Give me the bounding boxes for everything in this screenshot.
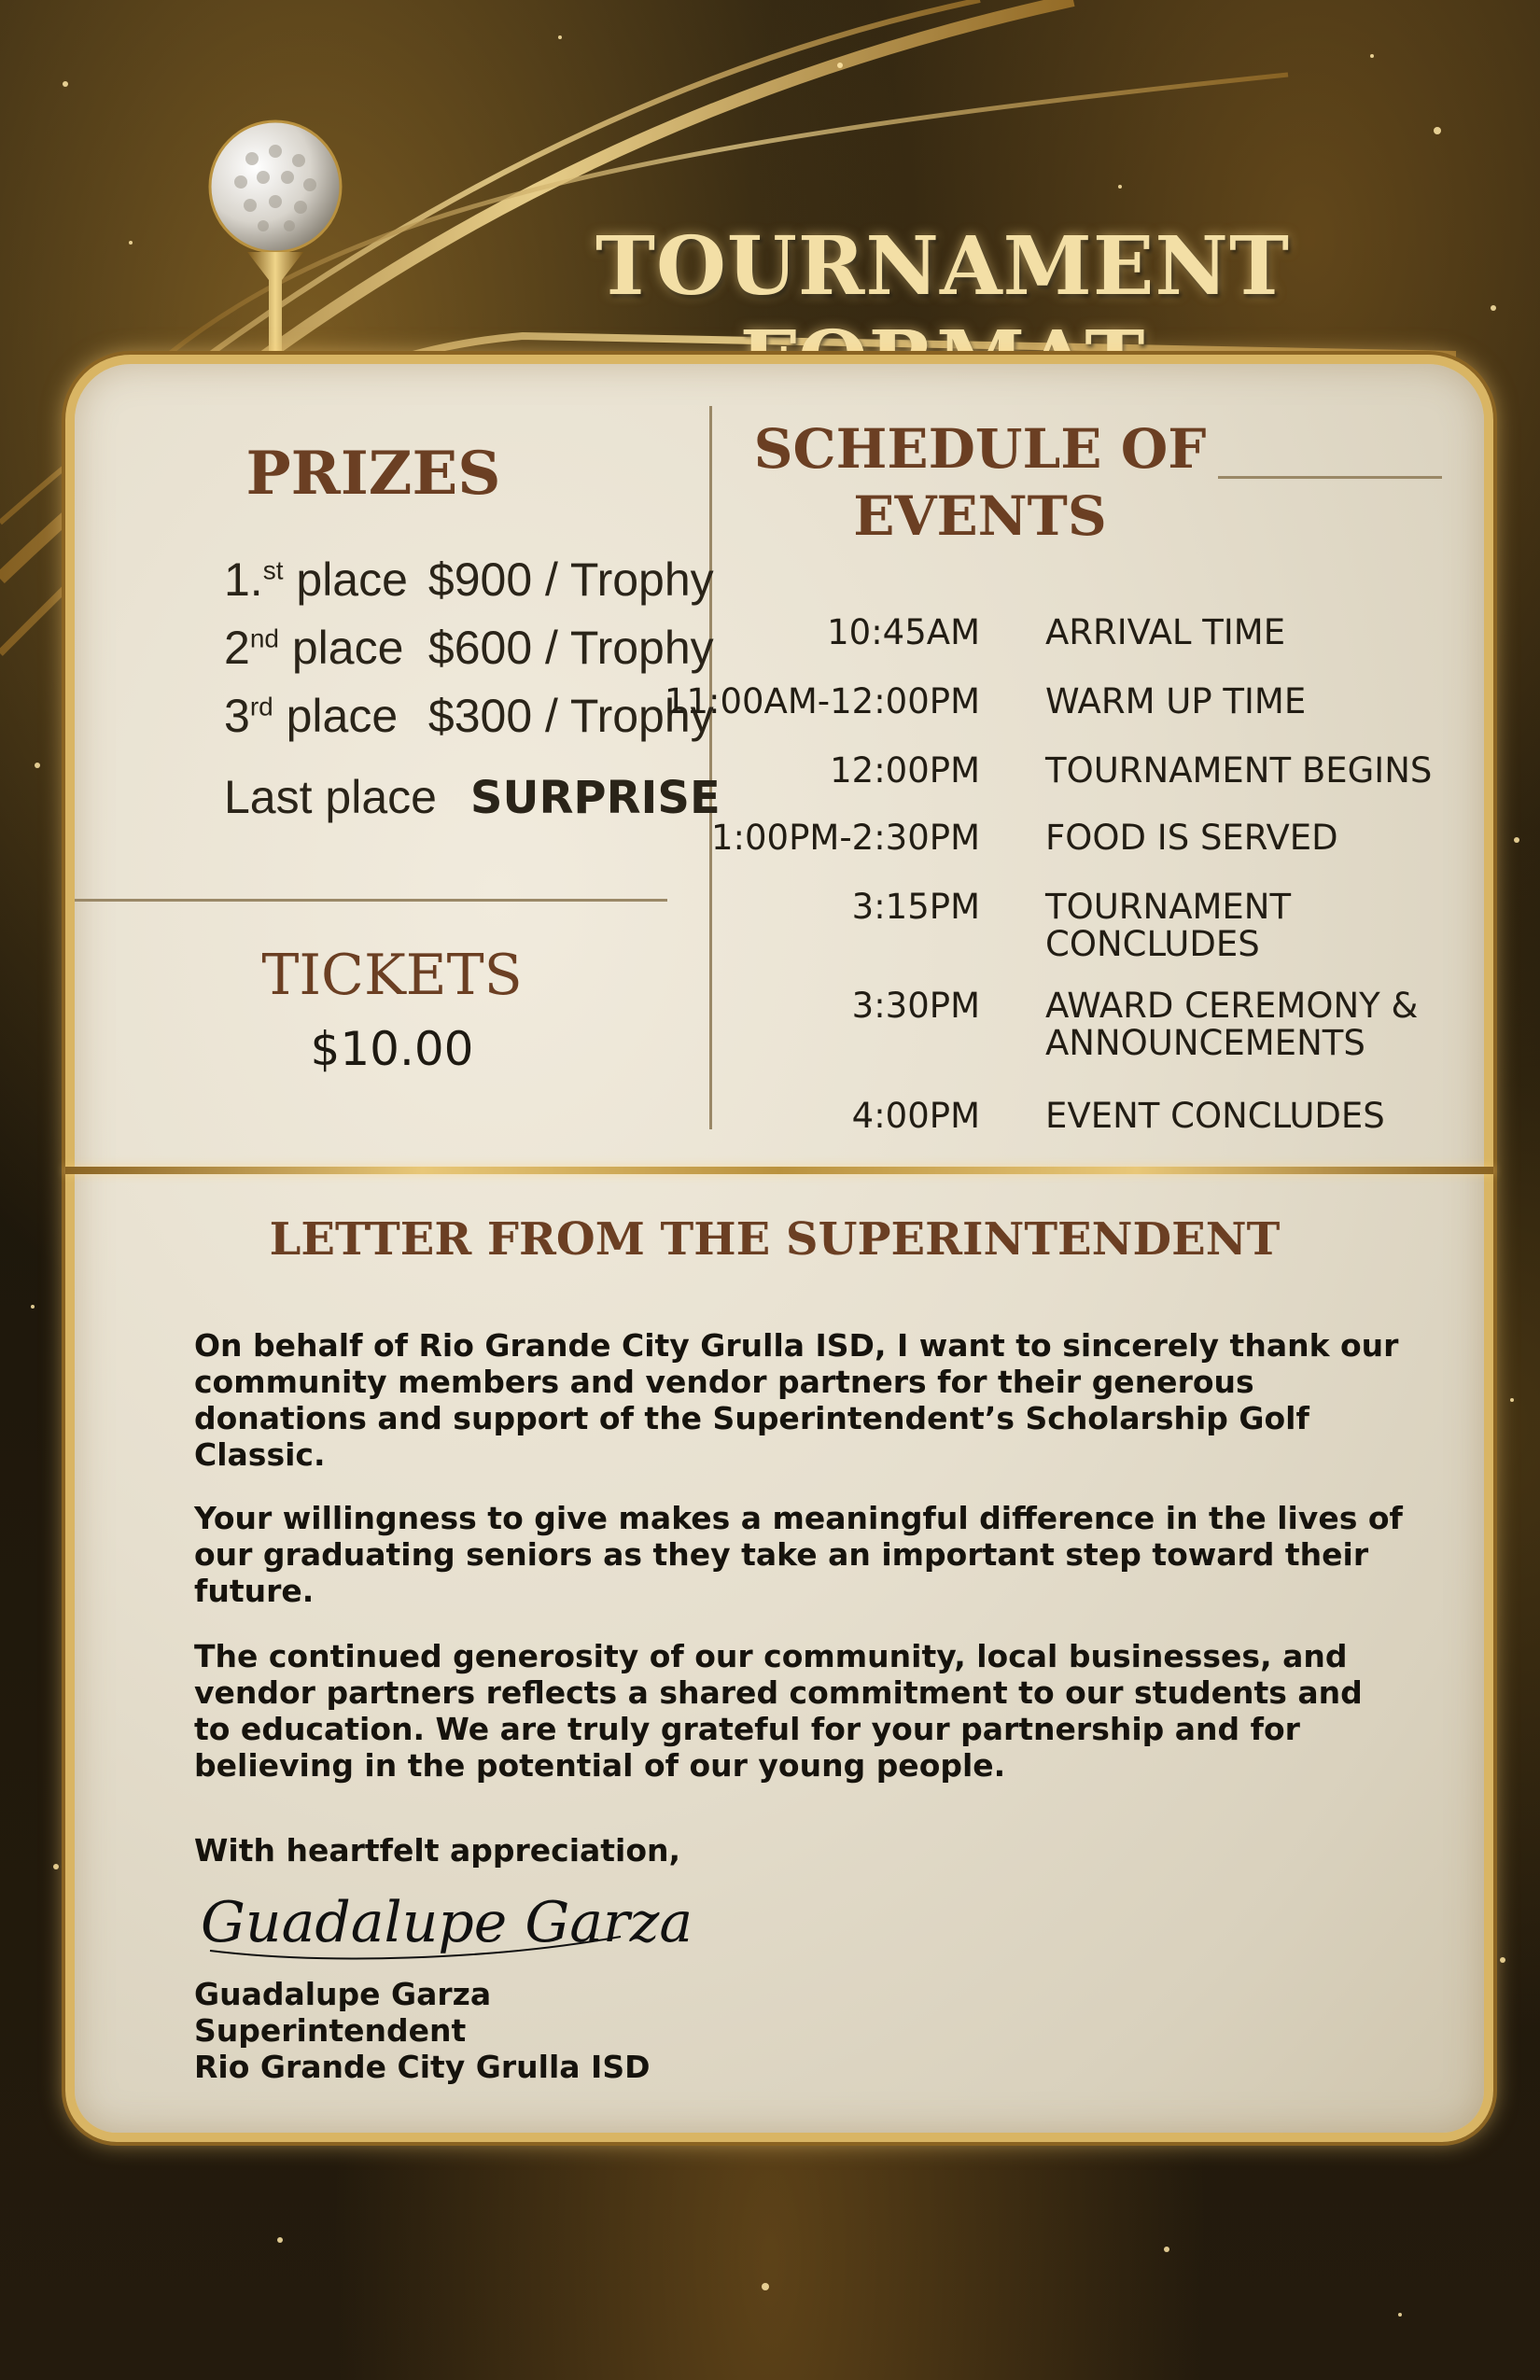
letter-paragraph: Your willingness to give makes a meaningful difference in the lives of our graduating seniors as they take an important step toward their future.	[194, 1500, 1403, 1609]
letter-closing: With heartfelt appreciation,	[194, 1832, 681, 1869]
prizes-heading: PRIZES	[245, 439, 501, 509]
signer-role: Superintendent	[194, 2012, 467, 2049]
page-title: TOURNAMENT	[595, 219, 1291, 314]
column-divider	[709, 406, 712, 1129]
prizes-divider	[75, 899, 667, 902]
event-description: TOURNAMENT CONCLUDES	[1045, 887, 1292, 964]
prize-ordinal-suffix: nd	[249, 623, 279, 653]
tickets-heading: TICKETS	[261, 943, 523, 1008]
schedule-heading-line1: SCHEDULE OF	[753, 417, 1207, 481]
prize-award-surprise: SURPRISE	[469, 772, 721, 824]
schedule-heading	[737, 415, 1223, 550]
golf-ball-icon	[196, 112, 355, 392]
event-time: 10:45AM	[827, 612, 980, 652]
event-description: WARM UP TIME	[1045, 681, 1307, 721]
schedule-heading-line2: EVENTS	[853, 484, 1107, 548]
event-time: 12:00PM	[830, 750, 980, 791]
event-description: TOURNAMENT BEGINS	[1045, 750, 1433, 791]
letter-paragraph: On behalf of Rio Grande City Grulla ISD, I want to sincerely thank our community members and vendor partners for their generous donations and support of the Superintendent’s Scholarship Golf Classic.	[194, 1327, 1399, 1473]
prize-row-first	[224, 553, 714, 607]
tickets-price: $10.00	[310, 1022, 474, 1076]
prize-award: $900 / Trophy	[427, 553, 714, 606]
event-time: 4:00PM	[851, 1096, 980, 1136]
prize-ordinal: 2	[224, 622, 250, 674]
event-description: EVENT CONCLUDES	[1045, 1096, 1385, 1136]
prize-award: $600 / Trophy	[427, 622, 714, 674]
prize-place-word: place	[291, 622, 404, 674]
signature-text: Guadalupe Garza	[201, 1890, 693, 1955]
event-time: 1:00PM-2:30PM	[711, 818, 980, 858]
signer-name: Guadalupe Garza	[194, 1976, 492, 2012]
prize-place-word: place	[296, 553, 408, 606]
prize-ordinal-suffix: st	[262, 555, 284, 585]
prize-ordinal-suffix: rd	[249, 692, 273, 721]
prize-ordinal: 3	[224, 690, 250, 742]
prize-row-third	[224, 689, 714, 743]
event-time: 11:00AM-12:00PM	[664, 681, 980, 721]
signature	[191, 1871, 693, 1974]
prize-row-last	[224, 770, 721, 824]
prize-place-word: place	[286, 690, 399, 742]
prize-ordinal: 1.	[224, 553, 263, 606]
prize-row-second	[224, 621, 714, 675]
event-time: 3:15PM	[851, 887, 980, 927]
signer-organization: Rio Grande City Grulla ISD	[194, 2049, 651, 2085]
letter-heading: LETTER FROM THE SUPERINTENDENT	[269, 1213, 1281, 1266]
prize-place-last: Last place	[224, 771, 437, 823]
event-description: FOOD IS SERVED	[1045, 818, 1338, 858]
letter-paragraph: The continued generosity of our community, local businesses, and vendor partners reflects a shared commitment to our students and to education. We are truly grateful for your partnership and for believing in the potential of our young people.	[194, 1638, 1363, 1784]
event-description: AWARD CEREMONY & ANNOUNCEMENTS	[1045, 986, 1419, 1063]
prize-award: $300 / Trophy	[427, 690, 714, 742]
event-time: 3:30PM	[851, 986, 980, 1026]
schedule-rule	[1218, 476, 1442, 479]
section-divider	[65, 1167, 1493, 1174]
event-description: ARRIVAL TIME	[1045, 612, 1286, 652]
